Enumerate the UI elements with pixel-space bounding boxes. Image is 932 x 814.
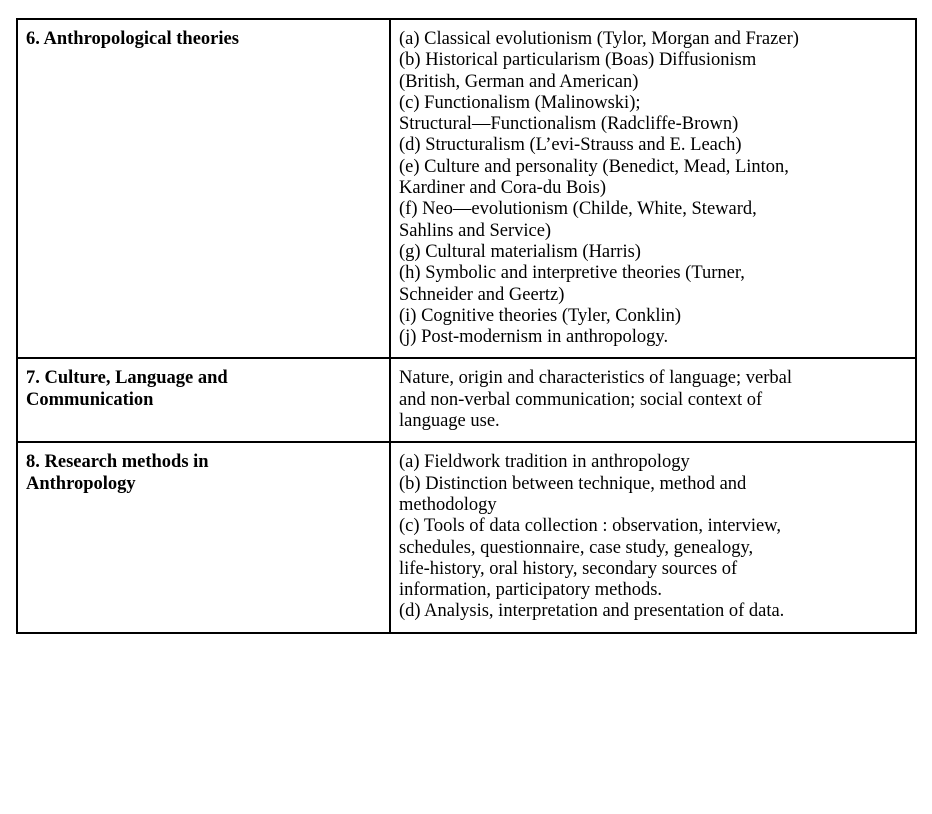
content-line: schedules, questionnaire, case study, genealogy, xyxy=(399,537,754,558)
content-line: (j) Post-modernism in anthropology. xyxy=(399,327,669,348)
content-line: language use. xyxy=(399,411,500,432)
content-line: Structural—Functionalism (Radcliffe-Brown) xyxy=(399,114,739,135)
topic-line: 8. Research methods in xyxy=(26,452,209,473)
topic-line: Anthropology xyxy=(26,473,136,494)
content-line: Sahlins and Service) xyxy=(399,220,552,241)
syllabus-table xyxy=(16,18,917,634)
topic-line: Communication xyxy=(26,389,154,410)
topic-cell xyxy=(17,358,390,442)
content-line: methodology xyxy=(399,494,497,515)
content-line: (h) Symbolic and interpretive theories (Turner, xyxy=(399,263,745,284)
content-line: (c) Functionalism (Malinowski); xyxy=(399,92,641,113)
content-line: (d) Structuralism (L’evi-Strauss and E. Leach) xyxy=(399,135,742,156)
table-row xyxy=(17,358,916,442)
content-line: (f) Neo—evolutionism (Childe, White, Steward, xyxy=(399,199,757,220)
topic-cell xyxy=(17,442,390,632)
content-line: (c) Tools of data collection : observation, interview, xyxy=(399,516,781,537)
table-row xyxy=(17,442,916,632)
content-line: (British, German and American) xyxy=(399,71,639,92)
content-line: and non-verbal communication; social context of xyxy=(399,389,763,410)
content-line: (a) Classical evolutionism (Tylor, Morgan and Frazer) xyxy=(399,29,799,49)
content-cell xyxy=(390,442,916,632)
content-line: (g) Cultural materialism (Harris) xyxy=(399,241,641,262)
table-row xyxy=(17,19,916,358)
content-line: Nature, origin and characteristics of language; verbal xyxy=(399,368,792,389)
content-line: (d) Analysis, interpretation and presentation of data. xyxy=(399,601,785,622)
content-line: information, participatory methods. xyxy=(399,580,663,601)
content-line: (a) Fieldwork tradition in anthropology xyxy=(399,452,690,473)
topic-line: 6. Anthropological theories xyxy=(26,29,239,49)
content-line: (b) Distinction between technique, method and xyxy=(399,473,747,494)
content-line: Schneider and Geertz) xyxy=(399,284,565,305)
topic-line: 7. Culture, Language and xyxy=(26,368,228,389)
content-cell xyxy=(390,358,916,442)
content-line: Kardiner and Cora-du Bois) xyxy=(399,178,607,199)
content-line: life-history, oral history, secondary sources of xyxy=(399,558,738,579)
content-cell xyxy=(390,19,916,358)
content-line: (e) Culture and personality (Benedict, Mead, Linton, xyxy=(399,156,789,177)
topic-cell xyxy=(17,19,390,358)
content-line: (b) Historical particularism (Boas) Diffusionism xyxy=(399,50,757,71)
content-line: (i) Cognitive theories (Tyler, Conklin) xyxy=(399,305,682,326)
